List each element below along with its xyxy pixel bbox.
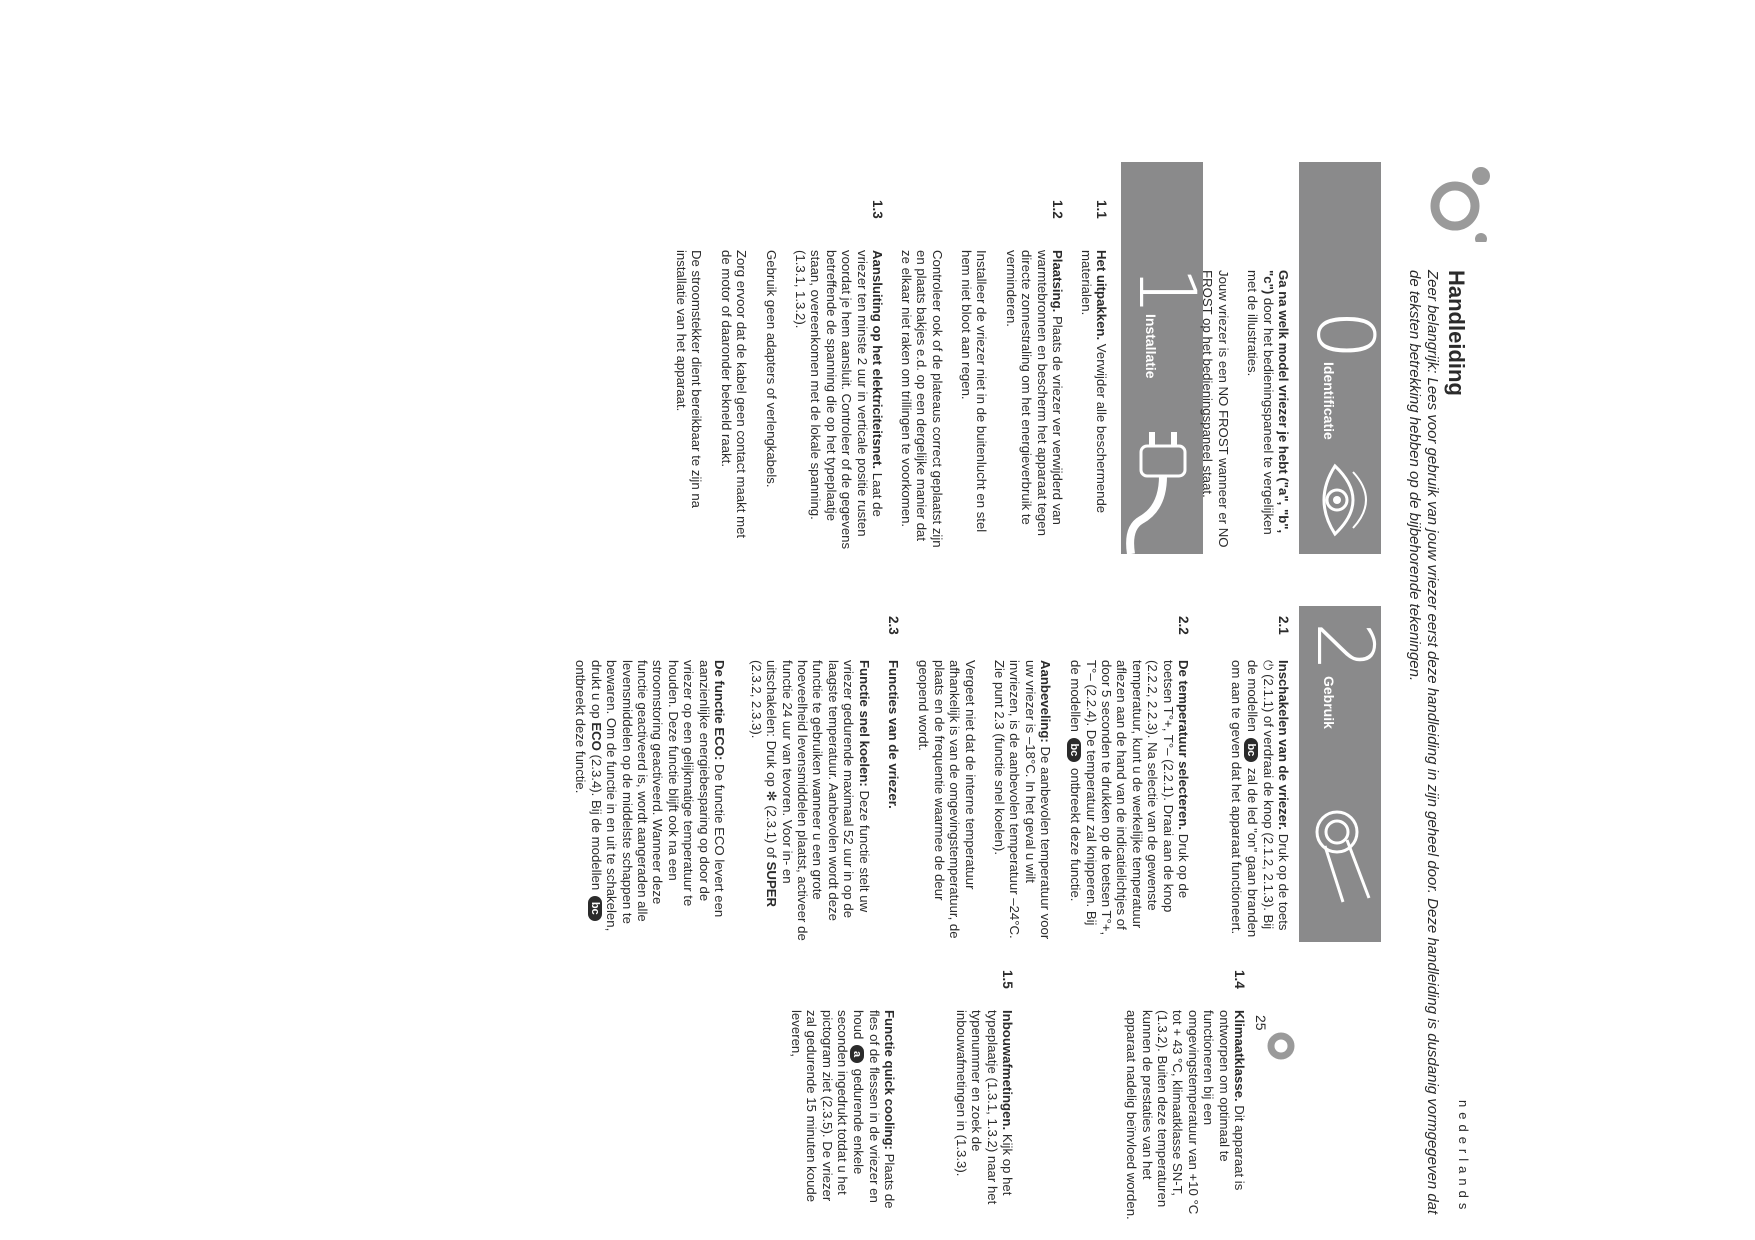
section-1-1: 1.1 Het uitpakken. Verwijder alle beschermende materialen. [1078, 200, 1109, 514]
section-2-1: 2.1 Inschakelen van de vriezer. Druk op de toets ⏻ (2.1.1) of verdraai de knop (2.1.2, 2.1.3). Bij de modellen bc zal de led "on" gaan branden om aan te geven dat het apparaat functioneert. [1229, 616, 1291, 938]
finger-press-icon [1303, 798, 1377, 908]
page-corner-circle-icon [1265, 1030, 1297, 1062]
installatie-number: 1 [1121, 266, 1211, 316]
section-2-3: 2.3 Functies van de vriezer. Functie snel koelen: Deze functie stelt uw vriezer gedurende maximaal 52 uur in op de laagste temperatuur. Aanbevolen wordt deze functie te gebruiken wanneer u een grote hoeveelheid levensmiddelen plaatst, activeer de functie 24 uur van tevoren. Voor in- en uitschakelen: Druk op ✻ (2.3.1) of SUPER (2.3.2, 2.3.3). [748, 616, 901, 941]
brand-circles-logo [1421, 162, 1493, 242]
section-1-2: 1.2 Plaatsing. Plaats de vriezer ver verwijderd van warmtebronnen en bescherm het apparaat tegen directe zonnestraling om het energieverbruik te verminderen. Installeer de vriezer niet in de buitenlucht en stel hem niet bloot aan regen. Controleer ook of de plateaus correct geplaatst zijn en plaats bakjes e.d. op een dergelijke manier dat ze elkaar niet raken om trillingen te voorkomen. [898, 200, 1065, 548]
language-label: nederlands [1456, 1100, 1471, 1215]
section-2-2: 2.2 De temperatuur selecteren. Druk op de toetsen T°+, T°– (2.2.1). Draai aan de knop (2.2.2, 2.2.3). Na selectie van de gewenste temperatuur, kunt u de werkelijke temperatuur aflezen aan de hand van de indicatielichtjes of door 5 seconden te drukken op de toetsen T°+, T°– (2.2.4). De temperatuur zal knipperen. Bij de modellen bc ontbreekt deze functie. Aanbeveling: De aanbevolen temperatuur voor uw vriezer is –18°C. In het geval u wilt invriezen, is de aanbevolen temperatuur –24°C. Zie punt 2.3 (functie snel koelen). Vergeet niet dat de interne temperatuur afhankelijk is van de omgevingstemperatuur, de plaats en de frequentie waarmee de deur geopend wordt. [916, 616, 1191, 940]
section-2-3-cont: De functie ECO: De functie ECO levert een aanzienlijke energiebesparing op door de vriezer op een gelijkmatige temperatuur te houden. Deze functie blijft ook na een stroomstoring geactiveerd. Wanneer deze functie geactiveerd is, wordt aangeraden alle levensmiddelen op de middelste schappen te bewaren. Om de functie in en uit te schakelen, drukt u op ECO (2.3.4). Bij de modellen bc ontbreekt deze functie. [572, 660, 727, 932]
installatie-label: Installatie [1143, 314, 1159, 379]
section-1-5: 1.5 Inbouwafmetingen. Kijk op het typeplaatje (1.3.1, 1.3.2) naar het typenummer en zoek de inbouwafmetingen in (1.3.3). [953, 970, 1015, 1205]
section-1-3: 1.3 Aansluiting op het elektriciteitsnet. Laat de vriezer ten minste 2 uur in verticale positie rusten voordat je hem aansluit. Controleer of de gegevens betreffende de spanning die op het typeplaatje staan, overeenkomen met de lokale spanning. (1.3.1, 1.3.2). Gebruik geen adapters of verlengkabels. Zorg ervoor dat de kabel geen contact maakt met de motor of daaronder bekneld raakt. De stroomstekker dient bereikbaar te zijn na installatie van het apparaat. [673, 200, 885, 550]
identificatie-section [1186, 270, 1291, 554]
identificatie-label: Identificatie [1321, 362, 1337, 440]
model-badge-bc: bc [1244, 738, 1258, 763]
model-badge-a: a [850, 1045, 864, 1063]
section-1-4: 1.4 Klimaatklasse. Dit apparaat is ontworpen om optimaal te functioneren bij een omgevingstemperatuur van +10 °C tot + 43 °C, klimaatklasse SN-T, (1.3.2). Buiten deze temperaturen kunnen de prestaties van het apparaat nadelig beïnvloed worden. [1124, 970, 1247, 1220]
page-number: 25 [1253, 1015, 1269, 1031]
intro-text: Zeer belangrijk: Lees voor gebruik van jouw vriezer eerst deze handleiding in zijn geheel door. Deze handleiding is dusdanig vormgegeven dat de teksten betrekking hebben op de bijbehorende tekeningen. [1406, 270, 1441, 1215]
gebruik-label: Gebruik [1321, 676, 1337, 729]
gebruik-band [1299, 606, 1389, 942]
gebruik-number: 2 [1299, 622, 1389, 672]
eye-icon [1305, 460, 1375, 540]
identificatie-p1: Ga na welk model vriezer je hebt ("a", "b", "c") door het bedieningspaneel te vergelijken met de illustraties. [1245, 270, 1291, 535]
identificatie-band [1299, 162, 1389, 554]
identificatie-number: 0 [1299, 310, 1389, 360]
rotated-page [572, 0, 1497, 1240]
section-2-3-quick: Functie quick cooling: Plaats de fles of de flessen in de vriezer en houd a gedurende enkele seconden ingedrukt totdat u het pictogram ziet (2.3.5). De vriezer zal gedurende 15 minuten koude leveren, [788, 1010, 897, 1209]
page-title: Handleiding [1444, 270, 1469, 396]
identificatie-p2: Jouw vriezer is een NO FROST wanneer er NO FROST op het bedieningspaneel staat. [1200, 270, 1231, 548]
model-badge-bc: bc [588, 896, 602, 921]
model-badge-bc: bc [1067, 738, 1081, 763]
